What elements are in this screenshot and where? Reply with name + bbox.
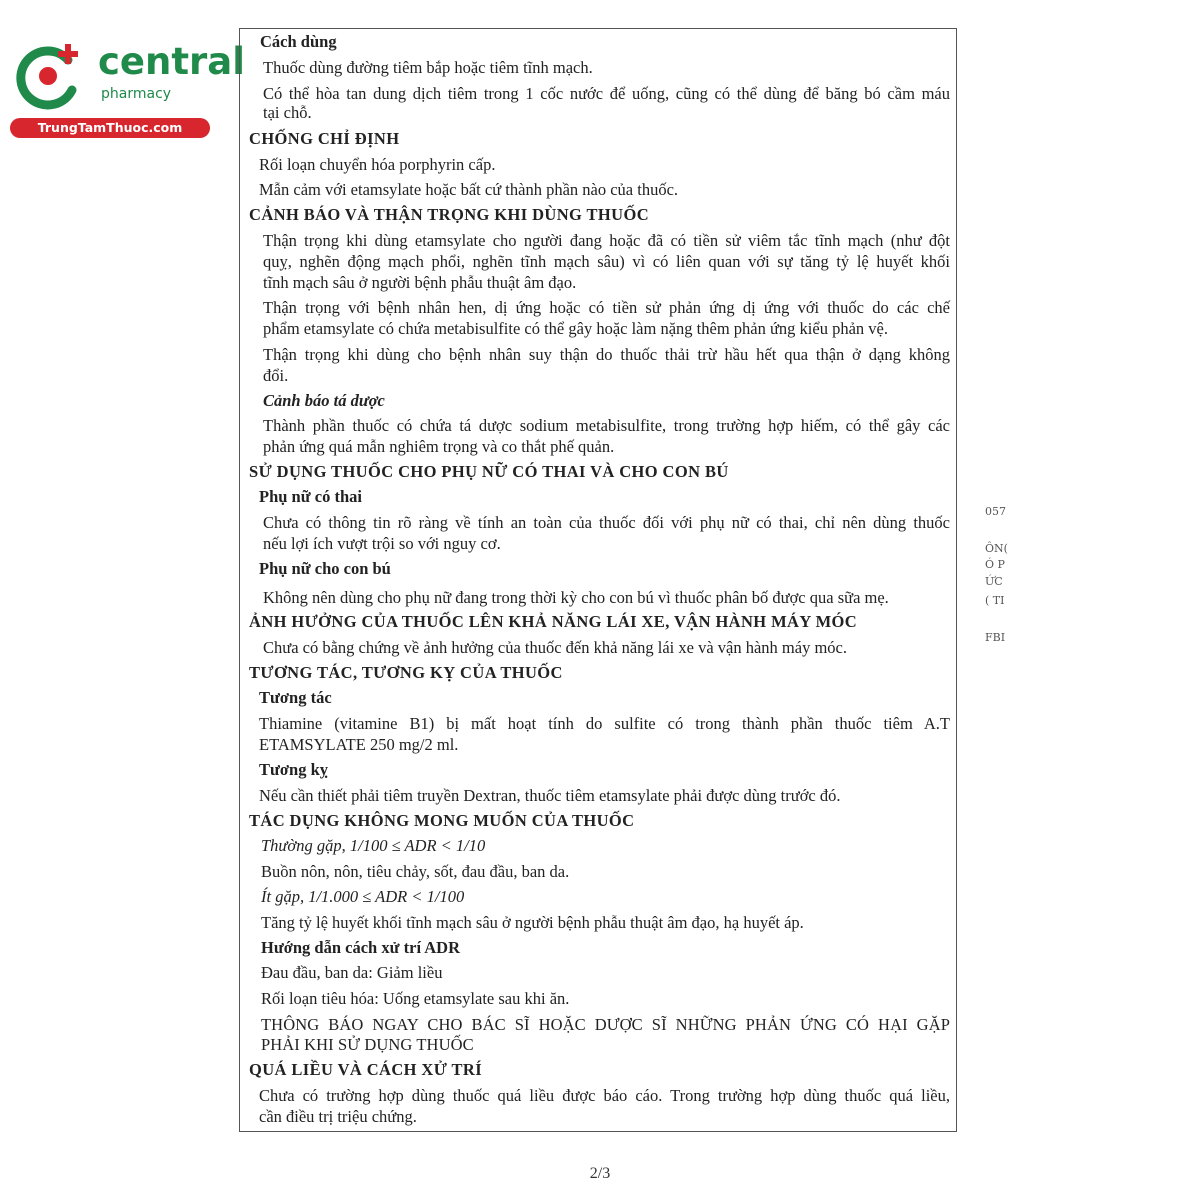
section-heading-qua-lieu: QUÁ LIỀU VÀ CÁCH XỬ TRÍ	[249, 1060, 483, 1079]
text-line: Thành phần thuốc có chứa tá dược sodium metabisulfite, trong trường hợp hiếm, có thể gây các	[263, 416, 950, 435]
frequency-common: Thường gặp, 1/100 ≤ ADR < 1/10	[261, 836, 486, 855]
text-line: Nếu cần thiết phải tiêm truyền Dextran, thuốc tiêm etamsylate phải được dùng trước đó.	[259, 786, 841, 805]
text-line: Thận trọng khi dùng cho bệnh nhân suy thận do thuốc thải trừ hầu hết qua thận ở dạng không	[263, 345, 950, 364]
section-heading-phu-nu-co-thai: SỬ DỤNG THUỐC CHO PHỤ NỮ CÓ THAI VÀ CHO CON BÚ	[249, 462, 729, 481]
side-scrap-text: Ó P	[985, 558, 1005, 571]
text-line: Thận trọng với bệnh nhân hen, dị ứng hoặc có tiền sử phản ứng dị ứng với thuốc do các chế	[263, 298, 950, 317]
logo-name: central	[98, 40, 245, 83]
subheading-tuong-tac: Tương tác	[259, 688, 332, 707]
text-line: nếu lợi ích vượt trội so với nguy cơ.	[263, 534, 501, 553]
subheading-huong-dan-xu-tri: Hướng dẫn cách xử trí ADR	[261, 938, 460, 957]
text-line: Thiamine (vitamine B1) bị mất hoạt tính do sulfite có trong thành phần thuốc tiêm A.T	[259, 714, 950, 733]
text-line: Buồn nôn, nôn, tiêu chảy, sốt, đau đầu, ban da.	[261, 862, 570, 881]
text-line: ETAMSYLATE 250 mg/2 ml.	[259, 735, 459, 754]
central-logo-mark-icon	[10, 38, 90, 118]
section-heading-tuong-tac: TƯƠNG TÁC, TƯƠNG KỴ CỦA THUỐC	[249, 663, 563, 682]
text-line: Có thể hòa tan dung dịch tiêm trong 1 cốc nước để uống, cũng có thể dùng để băng bó cầm máu	[263, 84, 950, 103]
subheading-tuong-ky: Tương kỵ	[259, 760, 329, 779]
text-line: Thận trọng khi dùng etamsylate cho người đang hoặc đã có tiền sử viêm tắc tĩnh mạch (như đột	[263, 231, 950, 250]
text-line: Rối loạn chuyển hóa porphyrin cấp.	[259, 155, 496, 174]
text-line: Mẫn cảm với etamsylate hoặc bất cứ thành phần nào của thuốc.	[259, 180, 679, 199]
warning-notice: THÔNG BÁO NGAY CHO BÁC SĨ HOẶC DƯỢC SĨ NHỮNG PHẢN ỨNG CÓ HẠI GẶP	[261, 1015, 950, 1034]
text-line: Rối loạn tiêu hóa: Uống etamsylate sau khi ăn.	[261, 989, 570, 1008]
text-line: đổi.	[263, 366, 289, 385]
section-heading-canh-bao: CẢNH BÁO VÀ THẬN TRỌNG KHI DÙNG THUỐC	[249, 205, 650, 224]
central-pharmacy-logo	[10, 38, 245, 138]
document-frame	[239, 28, 957, 1132]
side-scrap-text: FBI	[985, 631, 1006, 644]
side-scrap-text: 057	[985, 505, 1006, 518]
side-scrap-text: ( TI	[985, 594, 1005, 607]
text-line: Tăng tỷ lệ huyết khối tĩnh mạch sâu ở người bệnh phẫu thuật âm đạo, hạ huyết áp.	[261, 913, 804, 932]
text-line: phẩm etamsylate có chứa metabisulfite có thể gây hoặc làm nặng thêm phản ứng kiểu phản vệ.	[263, 319, 888, 338]
logo-website-bar: TrungTamThuoc.com	[10, 118, 210, 138]
text-line: phản ứng quá mẫn nghiêm trọng và co thắt phế quản.	[263, 437, 615, 456]
text-line: Chưa có trường hợp dùng thuốc quá liều được báo cáo. Trong trường hợp dùng thuốc quá liều,	[259, 1086, 950, 1105]
section-heading-chong-chi-dinh: CHỐNG CHỈ ĐỊNH	[249, 129, 400, 148]
subheading-cach-dung: Cách dùng	[260, 32, 337, 51]
text-line: Thuốc dùng đường tiêm bắp hoặc tiêm tĩnh mạch.	[263, 58, 593, 77]
section-heading-lai-xe: ẢNH HƯỞNG CỦA THUỐC LÊN KHẢ NĂNG LÁI XE, VẬN HÀNH MÁY MÓC	[249, 612, 858, 631]
section-heading-tac-dung-khong-mong-muon: TÁC DỤNG KHÔNG MONG MUỐN CỦA THUỐC	[249, 811, 635, 830]
page-number: 2/3	[589, 1165, 611, 1182]
text-line: Chưa có thông tin rõ ràng về tính an toàn của thuốc đối với phụ nữ có thai, chỉ nên dùng thuốc	[263, 513, 950, 532]
side-scrap-text: ỨC	[985, 575, 1003, 588]
subheading-phu-nu-co-thai: Phụ nữ có thai	[259, 487, 362, 506]
warning-notice: PHẢI KHI SỬ DỤNG THUỐC	[261, 1035, 474, 1054]
subheading-canh-bao-ta-duoc: Cảnh báo tá dược	[263, 391, 385, 410]
text-line: tĩnh mạch sâu ở người bệnh phẫu thuật âm đạo.	[263, 273, 577, 292]
side-scrap-text: ÔN(	[985, 542, 1008, 555]
text-line: Chưa có bằng chứng về ảnh hưởng của thuốc đến khả năng lái xe và vận hành máy móc.	[263, 638, 848, 657]
text-line: quỵ, nghẽn động mạch phổi, nghẽn tĩnh mạch sâu) vì có liên quan với sự tăng tỷ lệ huyết khối	[263, 252, 950, 271]
text-line: Không nên dùng cho phụ nữ đang trong thời kỳ cho con bú vì thuốc phân bố được qua sữa mẹ.	[263, 588, 889, 607]
logo-subtitle: pharmacy	[101, 86, 172, 102]
text-line: Đau đầu, ban da: Giảm liều	[261, 963, 443, 982]
text-line: cần điều trị triệu chứng.	[259, 1107, 417, 1126]
subheading-phu-nu-cho-con-bu: Phụ nữ cho con bú	[259, 559, 391, 578]
text-line: tại chỗ.	[263, 103, 312, 122]
frequency-uncommon: Ít gặp, 1/1.000 ≤ ADR < 1/100	[261, 887, 465, 906]
